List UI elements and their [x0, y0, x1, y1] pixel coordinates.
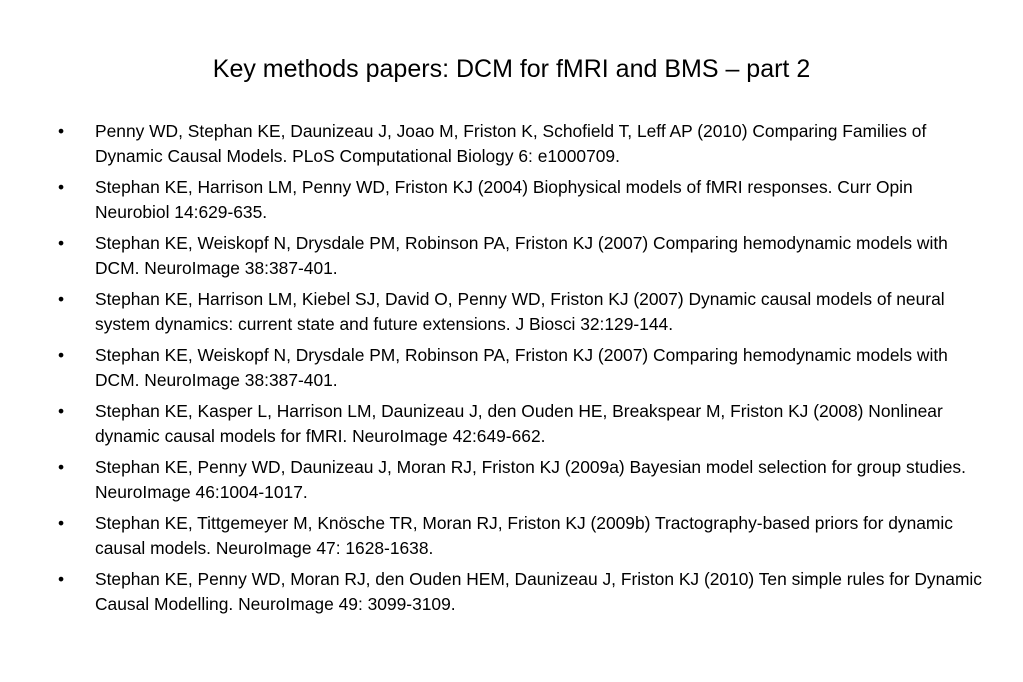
- list-item: [55, 287, 985, 337]
- reference-text: Penny WD, Stephan KE, Daunizeau J, Joao M, Friston K, Schofield T, Leff AP (2010) Comparing Families of Dynamic Causal Models. PLoS Computational Biology 6: e1000709.: [95, 121, 927, 166]
- reference-text: Stephan KE, Harrison LM, Penny WD, Friston KJ (2004) Biophysical models of fMRI responses. Curr Opin Neurobiol 14:629-635.: [95, 177, 913, 222]
- list-item: [55, 455, 985, 505]
- list-item: [55, 511, 985, 561]
- reference-text: Stephan KE, Harrison LM, Kiebel SJ, David O, Penny WD, Friston KJ (2007) Dynamic causal models of neural system dynamics: current state and future extensions. J Biosci 32:129-144.: [95, 289, 945, 334]
- list-item: [55, 343, 985, 393]
- bullet-icon: •: [58, 177, 65, 197]
- bullet-icon: •: [58, 457, 65, 477]
- bullet-icon: •: [58, 401, 65, 421]
- reference-list: [55, 119, 985, 623]
- reference-text: Stephan KE, Tittgemeyer M, Knösche TR, Moran RJ, Friston KJ (2009b) Tractography-based priors for dynamic causal models. NeuroImage 47: 1628-1638.: [95, 513, 953, 558]
- reference-text: Stephan KE, Penny WD, Daunizeau J, Moran RJ, Friston KJ (2009a) Bayesian model selection for group studies. NeuroImage 46:1004-1017.: [95, 457, 966, 502]
- bullet-icon: •: [58, 569, 65, 589]
- bullet-icon: •: [58, 345, 65, 365]
- reference-text: Stephan KE, Kasper L, Harrison LM, Daunizeau J, den Ouden HE, Breakspear M, Friston KJ (2008) Nonlinear dynamic causal models for fMRI. NeuroImage 42:649-662.: [95, 401, 943, 446]
- reference-text: Stephan KE, Penny WD, Moran RJ, den Ouden HEM, Daunizeau J, Friston KJ (2010) Ten simple rules for Dynamic Causal Modelling. NeuroImage 49: 3099-3109.: [95, 569, 982, 614]
- slide-title: Key methods papers: DCM for fMRI and BMS – part 2: [212, 55, 811, 83]
- list-item: [55, 399, 985, 449]
- reference-text: Stephan KE, Weiskopf N, Drysdale PM, Robinson PA, Friston KJ (2007) Comparing hemodynamic models with DCM. NeuroImage 38:387-401.: [95, 233, 948, 278]
- list-item: [55, 175, 985, 225]
- list-item: [55, 119, 985, 169]
- list-item: [55, 231, 985, 281]
- list-item: [55, 567, 985, 617]
- bullet-icon: •: [58, 513, 65, 533]
- bullet-icon: •: [58, 289, 65, 309]
- bullet-icon: •: [58, 233, 65, 253]
- reference-text: Stephan KE, Weiskopf N, Drysdale PM, Robinson PA, Friston KJ (2007) Comparing hemodynamic models with DCM. NeuroImage 38:387-401.: [95, 345, 948, 390]
- bullet-icon: •: [58, 121, 65, 141]
